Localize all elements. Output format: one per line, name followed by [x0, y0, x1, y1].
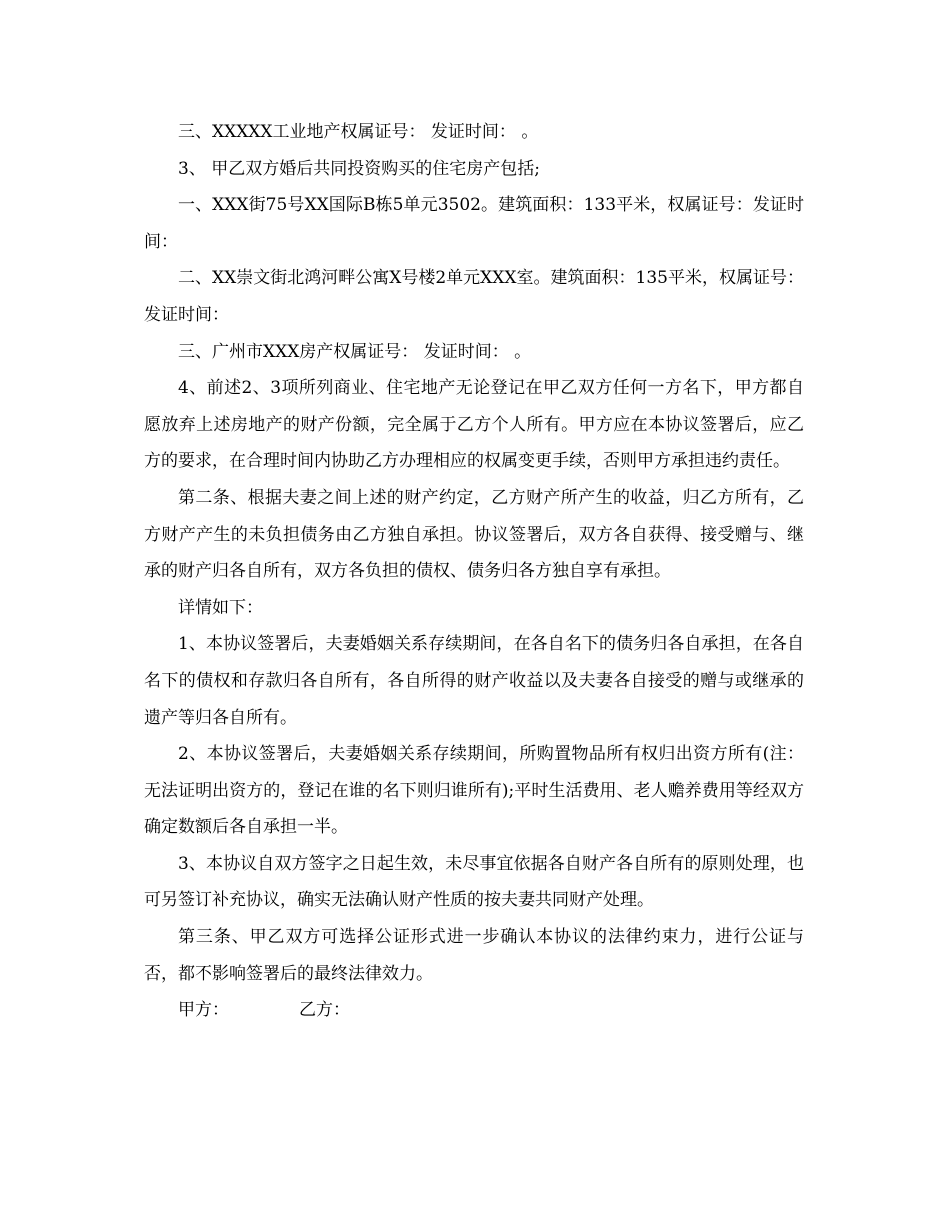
paragraph-residence-three: 三、广州市XXX房产权属证号： 发证时间： 。: [178, 341, 532, 362]
paragraph-residential-heading: 3、 甲乙双方婚后共同投资购买的住宅房产包括;: [178, 158, 540, 179]
party-b-label: 乙方：: [299, 1000, 350, 1021]
paragraph-clause-4: 4、前述2、3项所列商业、住宅地产无论登记在甲乙双方任何一方名下，甲方都自愿放弃上述房地产的财产份额，完全属于乙方个人所有。甲方应在本协议签署后，应乙方的要求，在合理时间内协助乙方办理相应的权属变更手续，否则甲方承担违约责任。: [144, 378, 804, 472]
paragraph-detail-2: 2、本协议签署后，夫妻婚姻关系存续期间，所购置物品所有权归出资方所有(注：无法证明出资方的，登记在谁的名下则归谁所有);平时生活费用、老人赡养费用等经双方确定数额后各自承担一半。: [144, 744, 804, 838]
document-body: [144, 114, 804, 1029]
party-a-label: 甲方：: [178, 1000, 229, 1021]
signature-row: [144, 992, 804, 1029]
paragraph-detail-1: 1、本协议签署后，夫妻婚姻关系存续期间，在各自名下的债务归各自承担，在各自名下的债权和存款归各自所有，各自所得的财产收益以及夫妻各自接受的赠与或继承的遗产等归各自所有。: [144, 634, 804, 728]
paragraph-article-2: 第二条、根据夫妻之间上述的财产约定，乙方财产所产生的收益，归乙方所有，乙方财产产生的未负担债务由乙方独自承担。协议签署后，双方各自获得、接受赠与、继承的财产归各自所有，双方各负担的债权、债务归各方独自享有承担。: [144, 487, 804, 582]
paragraph-detail-3: 3、本协议自双方签字之日起生效，未尽事宜依据各自财产各自所有的原则处理，也可另签订补充协议，确实无法确认财产性质的按夫妻共同财产处理。: [144, 853, 804, 911]
paragraph-residence-two: 二、XX崇文街北鸿河畔公寓X号楼2单元XXX室。建筑面积：135平米，权属证号： 发证时间：: [144, 268, 804, 325]
paragraph-details-heading: 详情如下：: [178, 597, 263, 618]
paragraph-residence-one: 一、XXX街75号XX国际B栋5单元3502。建筑面积：133平米，权属证号：发证时间：: [144, 195, 804, 252]
paragraph-industrial-property: 三、XXXXX工业地产权属证号： 发证时间： 。: [178, 122, 539, 142]
paragraph-article-3: 第三条、甲乙双方可选择公证形式进一步确认本协议的法律约束力，进行公证与否，都不影响签署后的最终法律效力。: [144, 927, 804, 984]
